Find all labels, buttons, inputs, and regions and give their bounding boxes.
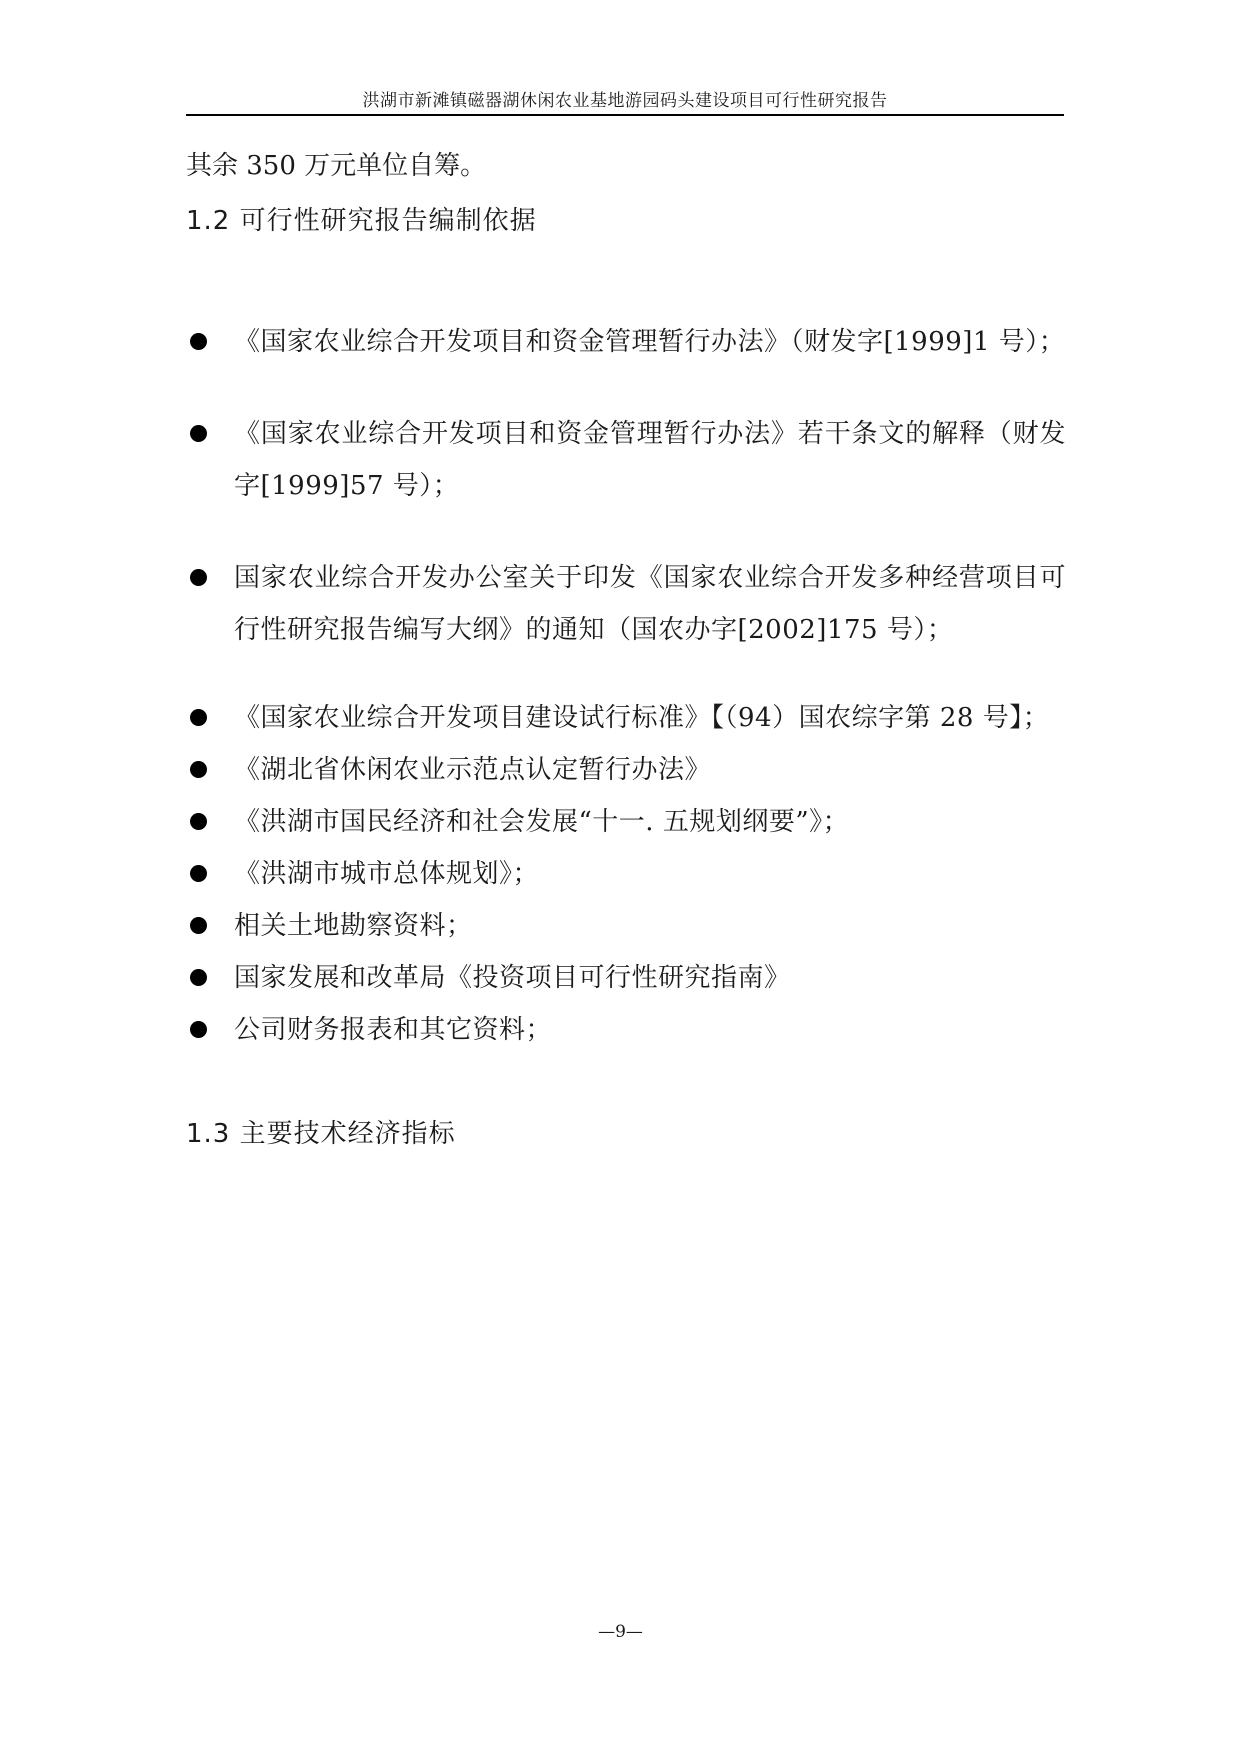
- list-item: [186, 900, 1066, 952]
- list-item: [186, 744, 1066, 796]
- list-item-text: 公司财务报表和其它资料；: [234, 1015, 553, 1045]
- bullet-icon: [190, 709, 207, 726]
- list-item-text: 《湖北省休闲农业示范点认定暂行办法》: [234, 755, 712, 785]
- bullet-icon: [190, 969, 207, 986]
- header-divider: [186, 114, 1064, 116]
- bullet-icon: [190, 425, 207, 442]
- bullet-icon: [190, 865, 207, 882]
- bullet-icon: [190, 1021, 207, 1038]
- list-item: [186, 692, 1066, 744]
- list-item: [186, 552, 1066, 656]
- list-item-text: 《国家农业综合开发项目建设试行标准》【（94）国农综字第 28 号】；: [234, 703, 1050, 733]
- basis-list: [186, 316, 1066, 1056]
- list-item: [186, 796, 1066, 848]
- bullet-icon: [190, 761, 207, 778]
- bullet-icon: [190, 917, 207, 934]
- list-item-text: 相关土地勘察资料；: [234, 911, 473, 941]
- list-item: [186, 848, 1066, 900]
- section-heading-1-3: 1.3 主要技术经济指标: [186, 1119, 456, 1149]
- page-header-title: 洪湖市新滩镇磁器湖休闲农业基地游园码头建设项目可行性研究报告: [362, 91, 888, 111]
- list-item-text: 国家发展和改革局《投资项目可行性研究指南》: [234, 963, 791, 993]
- list-item-text: 《国家农业综合开发项目和资金管理暂行办法》若干条文的解释（财发字[1999]57 号）；: [234, 419, 1066, 501]
- list-item: [186, 408, 1066, 512]
- list-item: [186, 1004, 1066, 1056]
- bullet-icon: [190, 813, 207, 830]
- page-number: —9—: [598, 1622, 643, 1642]
- bullet-icon: [190, 333, 207, 350]
- bullet-icon: [190, 569, 207, 586]
- section-heading-1-2: 1.2 可行性研究报告编制依据: [186, 206, 537, 236]
- list-item: [186, 316, 1066, 368]
- list-item-text: 《洪湖市城市总体规划》；: [234, 859, 540, 889]
- list-item-text: 《国家农业综合开发项目和资金管理暂行办法》（财发字[1999]1 号）；: [234, 327, 1066, 357]
- list-item-text: 国家农业综合开发办公室关于印发《国家农业综合开发多种经营项目可行性研究报告编写大纲》的通知（国农办字[2002]175 号）；: [234, 563, 1066, 645]
- list-item: [186, 952, 1066, 1004]
- list-item-text: 《洪湖市国民经济和社会发展“十一. 五规划纲要”》；: [234, 807, 850, 837]
- intro-paragraph: 其余 350 万元单位自筹。: [186, 151, 487, 181]
